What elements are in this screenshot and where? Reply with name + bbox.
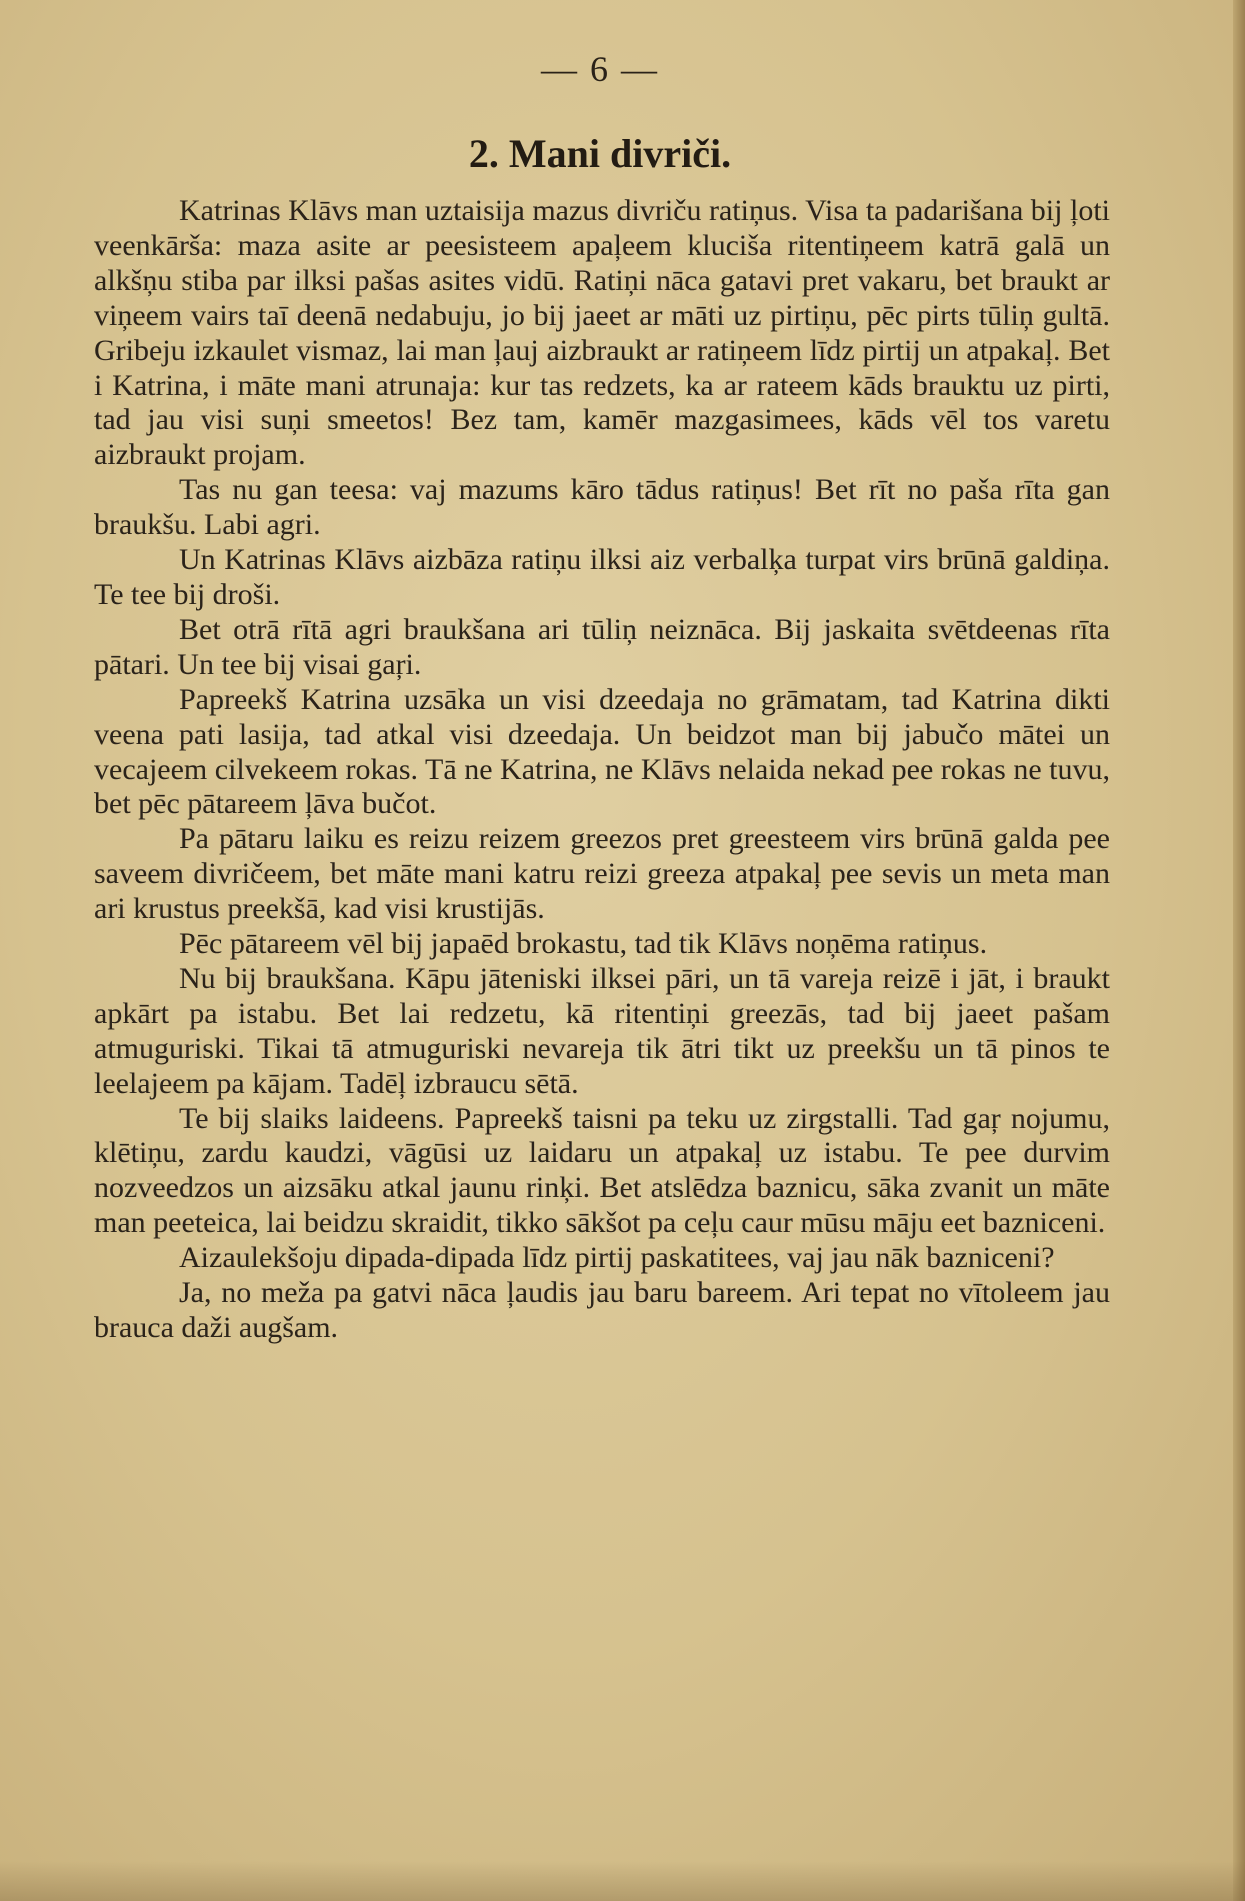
paragraph-11: Ja, no meža pa gatvi nāca ļaudis jau baru bareem. Ari tepat no vītoleem jau brauca daži augšam. <box>94 1276 1110 1344</box>
paragraph-5: Papreekš Katrina uzsāka un visi dzeedaja no grāmatam, tad Katrina dikti veena pati lasija, tad atkal visi dzeedaja. Un beidzot man bij jabučo mātei un vecajeem cilvekeem rokas. Tā ne Katrina, ne Klāvs nelaida nekad pee rokas ne tuvu, bet pēc pātareem ļāva bučot. <box>94 682 1110 821</box>
page-bottom-shadow <box>0 1861 1245 1901</box>
page-edge-shadow <box>1233 0 1245 1901</box>
paragraph-9: Te bij slaiks laideens. Papreekš taisni pa teku uz zirgstalli. Tad gaŗ nojumu, klētiņu, zardu kaudzi, vāgūsi uz laidaru un atpakaļ uz istabu. Te pee durvim nozveedzos un aizsāku atkal jaunu rinķi. Bet atslēdza baznicu, sāka zvanit un māte man peeteica, lai beidzu skraidit, tikko sākšot pa ceļu caur mūsu māju eet bazniceni. <box>94 1101 1110 1240</box>
paragraph-10: Aizaulekšoju dipada-dipada līdz pirtij paskatitees, vaj jau nāk bazniceni? <box>179 1241 1055 1275</box>
paragraph-8: Nu bij braukšana. Kāpu jāteniski ilksei pāri, un tā vareja reizē i jāt, i braukt apkārt pa istabu. Bet lai redzetu, kā ritentiņi greezās, tad bij jaeet pašam atmuguriski. Tikai tā atmuguriski nevareja tik ātri tikt uz preekšu un tā pinos te leelajeem pa kājam. Tadēļ izbraucu sētā. <box>94 961 1110 1100</box>
paragraph-2: Tas nu gan teesa: vaj mazums kāro tādus ratiņus! Bet rīt no paša rīta gan braukšu. Labi agri. <box>94 473 1110 542</box>
chapter-title: 2. Mani divriči. <box>468 131 732 176</box>
chapter-body <box>94 194 1110 1346</box>
paragraph-7: Pēc pātareem vēl bij japaēd brokastu, tad tik Klāvs noņēma ratiņus. <box>179 927 988 961</box>
paragraph-1: Katrinas Klāvs man uztaisija mazus divriču ratiņus. Visa ta padarišana bij ļoti veenkārša: maza asite ar peesisteem apaļeem kluciša ritentiņeem katrā galā un alkšņu stiba par ilksi pašas asites vidū. Ratiņi nāca gatavi pret vakaru, bet braukt ar viņeem vairs taī deenā nedabuju, jo bij jaeet ar māti uz pirtiņu, pēc pirts tūliņ gultā. Gribeju izkaulet vismaz, lai man ļauj aizbraukt ar ratiņeem līdz pirtij un atpakaļ. Bet i Katrina, i māte mani atrunaja: kur tas redzets, ka ar rateem kāds brauktu uz pirti, tad jau visi suņi smeetos! Bez tam, kamēr mazgasimees, kāds vēl tos varetu aizbraukt projam. <box>94 194 1110 472</box>
paragraph-4: Bet otrā rītā agri braukšana ari tūliņ neiznāca. Bij jaskaita svētdeenas rīta pātari. Un tee bij visai gaŗi. <box>94 612 1110 681</box>
page-number: — 6 — <box>541 49 659 89</box>
paragraph-3: Un Katrinas Klāvs aizbāza ratiņu ilksi aiz verbalķa turpat virs brūnā galdiņa. Te tee bij droši. <box>94 543 1110 611</box>
paragraph-6: Pa pātaru laiku es reizu reizem greezos pret greesteem virs brūnā galda pee saveem divričeem, bet māte mani katru reizi greeza atpakaļ pee sevis un meta man ari krustus preekšā, kad visi krustijās. <box>94 822 1110 926</box>
